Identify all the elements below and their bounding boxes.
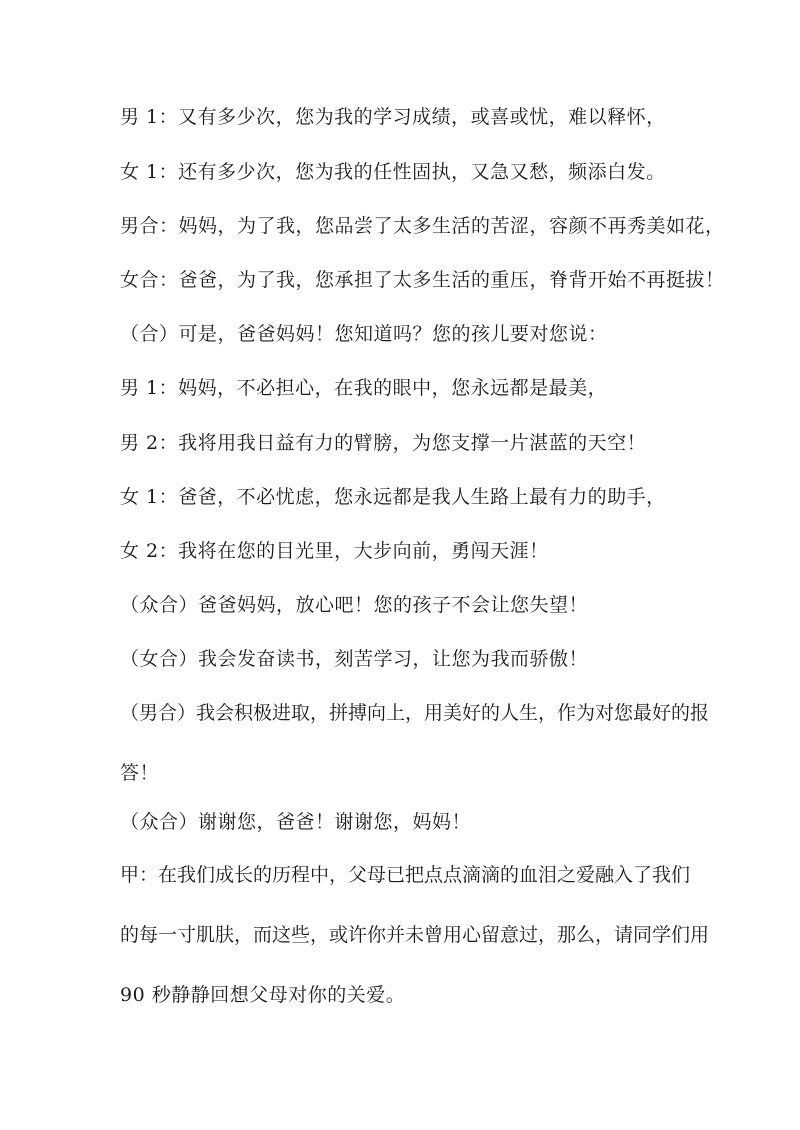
script-line-male1-a: 男 1：又有多少次，您为我的学习成绩，或喜或忧，难以释怀， [120,106,666,128]
script-line-all-chorus-a: （众合）爸爸妈妈，放心吧！您的孩子不会让您失望！ [120,594,589,616]
script-line-female-chorus: 女合：爸爸，为了我，您承担了太多生活的重压，脊背开始不再挺拔！ [120,269,725,291]
script-line-female1-b: 女 1：爸爸，不必忧虑，您永远都是我人生路上最有力的助手， [120,486,666,508]
script-line-narrator-a: 甲：在我们成长的历程中，父母已把点点滴滴的血泪之爱融入了我们 [120,864,691,886]
script-line-girls-chorus: （女合）我会发奋读书，刻苦学习，让您为我而骄傲！ [120,648,589,670]
script-line-female1-a: 女 1：还有多少次，您为我的任性固执，又急又愁，频添白发。 [120,161,666,183]
script-line-narrator-b: 的每一寸肌肤，而这些，或许你并未曾用心留意过，那么，请同学们用 [120,924,710,946]
script-line-male2: 男 2：我将用我日益有力的臂膀，为您支撑一片湛蓝的天空！ [120,432,647,454]
script-line-boys-chorus-cont: 答！ [120,762,160,784]
script-line-male-chorus: 男合：妈妈，为了我，您品尝了太多生活的苦涩，容颜不再秀美如花， [120,215,725,237]
script-line-boys-chorus: （男合）我会积极进取，拼搏向上，用美好的人生，作为对您最好的报 [120,702,710,724]
script-line-chorus: （合）可是，爸爸妈妈！您知道吗？您的孩儿要对您说： [120,323,608,345]
script-line-narrator-c: 90 秒静静回想父母对你的关爱。 [120,984,406,1006]
script-line-male1-b: 男 1：妈妈，不必担心，在我的眼中，您永远都是最美， [120,377,608,399]
script-line-all-chorus-b: （众合）谢谢您，爸爸！谢谢您，妈妈！ [120,811,472,833]
script-line-female2: 女 2：我将在您的目光里，大步向前，勇闯天涯！ [120,540,549,562]
